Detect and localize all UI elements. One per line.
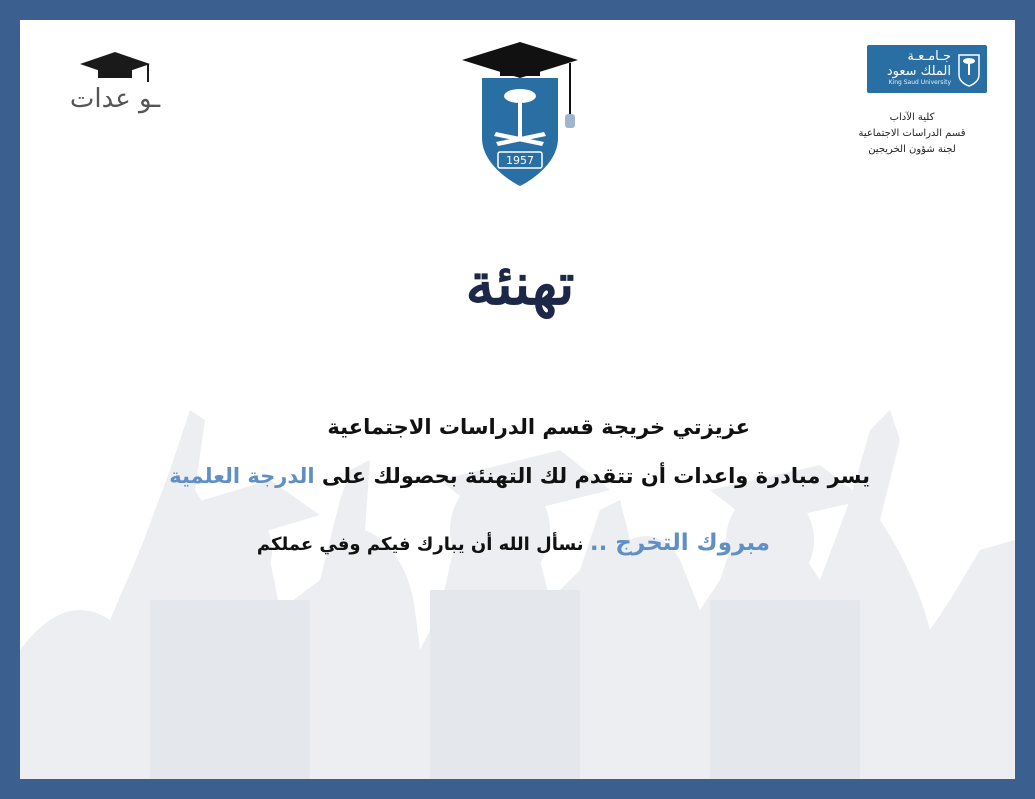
- college-name: كلية الآداب: [889, 112, 935, 123]
- ksu-english-name: King Saud University: [888, 79, 951, 86]
- degree-highlight: الدرجة العلمية: [169, 464, 315, 488]
- ksu-department-caption: [837, 110, 987, 158]
- graduation-cap-icon: [60, 48, 170, 88]
- headline-text: تهنئة: [465, 250, 575, 318]
- greeting-card: [20, 20, 1015, 779]
- ksu-badge: [867, 45, 987, 93]
- department-name: قسم الدراسات الاجتماعية: [858, 128, 966, 139]
- palm-swords-icon: [957, 51, 981, 87]
- congrats-line: [120, 464, 870, 488]
- congratulations-calligraphy: [410, 220, 630, 360]
- greeting-line: عزيزتي خريجة قسم الدراسات الاجتماعية: [327, 415, 750, 439]
- wa3dat-logo: [60, 48, 170, 118]
- graduation-highlight: مبروك التخرج ..: [589, 530, 770, 556]
- ksu-emblem: [460, 38, 580, 188]
- wa3dat-wordmark: ـو عدات: [69, 84, 161, 114]
- committee-name: لجنة شؤون الخريجين: [868, 144, 956, 155]
- blessing-line-main: نسأل الله أن يبارك فيكم وفي عملكم: [256, 534, 590, 555]
- emblem-year: 1957: [506, 154, 534, 167]
- blessing-line: [180, 530, 770, 556]
- ksu-arabic-name: جـامـعـة الملك سعود: [886, 49, 951, 79]
- congrats-line-main: يسر مبادرة واعدات أن تتقدم لك التهنئة بحصولك على: [314, 464, 870, 488]
